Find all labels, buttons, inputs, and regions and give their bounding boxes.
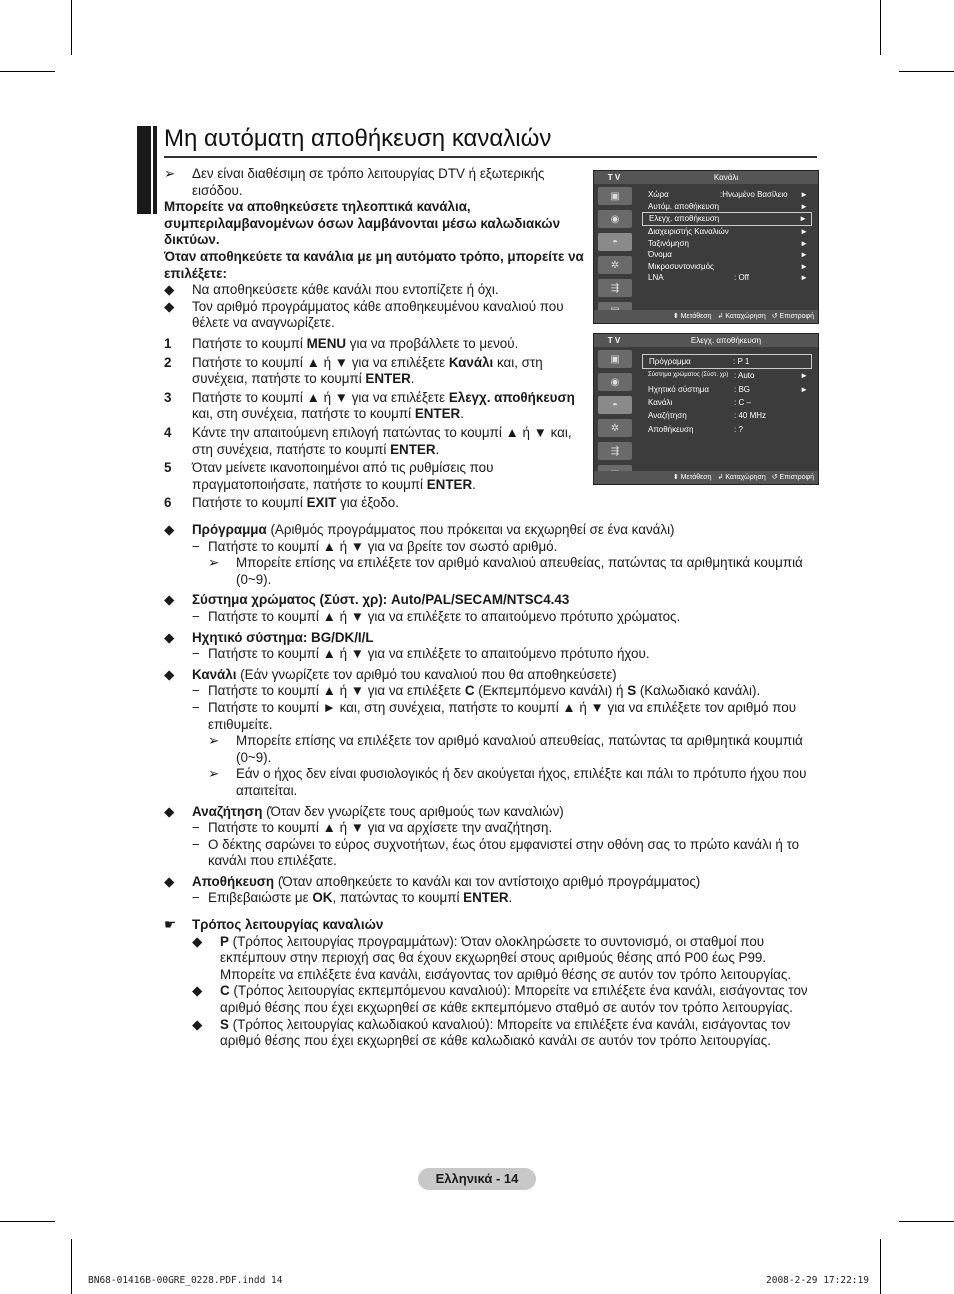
detail-sub: − Επιβεβαιώστε με OK, πατώντας το κουμπί ENTER. bbox=[192, 890, 513, 906]
detail-sub: − Πατήστε το κουμπί ▲ ή ▼ για να επιλέξετε το απαιτούμενο πρότυπο χρώματος. bbox=[192, 608, 681, 624]
crop-mark bbox=[880, 0, 881, 55]
input-icon: ⇶ bbox=[598, 279, 632, 297]
tv-menu-item: Όνομα ► bbox=[648, 250, 808, 260]
diamond-bullet-icon: ◆ bbox=[164, 629, 175, 645]
page-number-badge: Ελληνικά - 14 bbox=[418, 1168, 536, 1190]
modes-heading: ☛ Τρόπος λειτουργίας καναλιών bbox=[164, 917, 384, 933]
dash-marker: − bbox=[192, 608, 200, 624]
step-number: 6 bbox=[164, 495, 172, 511]
move-hint: ⬍ Μετάθεση bbox=[672, 474, 712, 481]
tv-menu-manual-store bbox=[593, 333, 819, 485]
mode-item: ◆ P (Τρόπος λειτουργίας προγραμμάτων): Όταν ολοκληρώσετε το συντονισμό, οι σταθμοί που εκπέμπουν στην περιοχή σας θα έχουν εκχωρηθεί στους αριθμούς θέσης από P00 έως P99. Μπορείτε να επιλέξετε ένα κανάλι, εισάγοντας τον αριθμό θέσης σε αυτόν τον τρόπο λειτουργίας. bbox=[192, 933, 792, 982]
tv-menu-item-selected: Ελεγχ. αποθήκευση ► bbox=[642, 212, 812, 226]
tv-menu-sidebar bbox=[596, 187, 634, 325]
tv-menu-item: Μικροσυντονισμός ► bbox=[648, 261, 808, 271]
move-hint: ⬍ Μετάθεση bbox=[672, 313, 712, 320]
picture-icon: ▣ bbox=[598, 350, 632, 368]
tv-menu-item: Αυτόμ. αποθήκευση ► bbox=[648, 201, 808, 211]
step-item: 5 Όταν μείνετε ικανοποιημένοι από τις ρυθμίσεις που πραγματοποιήσατε, πατήστε το κουμπί ENTER. bbox=[164, 460, 494, 492]
tv-menu-sidebar bbox=[596, 350, 634, 488]
detail-sub: − Πατήστε το κουμπί ▲ ή ▼ για να επιλέξετε C (Εκπεμπόμενο κανάλι) ή S (Καλωδιακό κανάλι). bbox=[192, 683, 761, 699]
page-title: Μη αυτόματη αποθήκευση καναλιών bbox=[164, 125, 552, 152]
step-number: 3 bbox=[164, 389, 172, 405]
title-accent-bar bbox=[137, 126, 151, 214]
diamond-bullet-icon: ◆ bbox=[164, 522, 175, 537]
channel-icon: ◓ bbox=[598, 233, 632, 251]
details-section bbox=[164, 522, 824, 1050]
detail-item: ◆ Πρόγραμμα (Αριθμός προγράμματος που πρόκειται να εκχωρηθεί σε ένα κανάλι) bbox=[164, 522, 675, 537]
dash-marker: − bbox=[192, 683, 200, 699]
date-meta: 2008-2-29 17:22:19 bbox=[766, 1275, 869, 1286]
diamond-bullet-icon: ◆ bbox=[164, 282, 175, 298]
sound-icon: ◉ bbox=[598, 210, 632, 228]
diamond-bullet-icon: ◆ bbox=[192, 933, 203, 949]
detail-item: ◆ Ηχητικό σύστημα: BG/DK/I/L bbox=[164, 629, 374, 645]
dash-marker: − bbox=[192, 538, 200, 554]
arrow-note-icon: ➢ bbox=[208, 766, 220, 782]
tv-menu-item: Αποθήκευση : ? bbox=[648, 424, 743, 434]
pointing-hand-icon: ☛ bbox=[164, 917, 177, 933]
list-item: ◆ Να αποθηκεύσετε κάθε κανάλι που εντοπίζετε ή όχι. bbox=[164, 282, 499, 298]
setup-icon: ✲ bbox=[598, 256, 632, 274]
step-item: 3 Πατήστε το κουμπί ▲ ή ▼ για να επιλέξετε Ελεγχ. αποθήκευση και, στη συνέχεια, πατήστε το κουμπί ENTER. bbox=[164, 389, 575, 422]
arrow-note-icon: ➢ bbox=[164, 166, 176, 181]
intro-bold-2: Όταν αποθηκεύετε τα κανάλια με μη αυτόματο τρόπο, μπορείτε να επιλέξετε: bbox=[164, 248, 584, 281]
tv-menu-item-selected: Πρόγραμμα : P 1 bbox=[642, 354, 812, 369]
dash-marker: − bbox=[192, 699, 200, 715]
step-item: 6 Πατήστε το κουμπί EXIT για έξοδο. bbox=[164, 495, 399, 511]
step-item: 4 Κάντε την απαιτούμενη επιλογή πατώντας το κουμπί ▲ ή ▼ και, στη συνέχεια, πατήστε το κουμπί ENTER. bbox=[164, 424, 572, 457]
arrow-note-icon: ➢ bbox=[208, 733, 220, 749]
input-icon: ⇶ bbox=[598, 442, 632, 460]
title-accent-bar bbox=[153, 126, 157, 214]
mode-item: ◆ C (Τρόπος λειτουργίας εκπεμπόμενου καναλιού): Μπορείτε να επιλέξετε ένα κανάλι, εισάγοντας τον αριθμό θέσης που έχει εκχωρηθεί σε κάθε εκπεμπόμενο σταθμό σε αυτόν τον τρόπο λειτουργίας. bbox=[192, 983, 808, 1016]
detail-note: ➢ Εάν ο ήχος δεν είναι φυσιολογικός ή δεν ακούγεται ήχος, επιλέξτε και πάλι το πρότυπο ήχου που απαιτείται. bbox=[208, 766, 807, 798]
diamond-bullet-icon: ◆ bbox=[192, 1016, 203, 1032]
picture-icon: ▣ bbox=[598, 187, 632, 205]
crop-mark bbox=[880, 1239, 881, 1294]
list-item: ◆ Τον αριθμό προγράμματος κάθε αποθηκευμένου καναλιού που θέλετε να αναγνωρίζετε. bbox=[164, 298, 564, 331]
tv-menu-item: LNA : Off ► bbox=[648, 273, 808, 283]
diamond-bullet-icon: ◆ bbox=[164, 803, 175, 819]
dash-marker: − bbox=[192, 836, 200, 852]
detail-sub: − Ο δέκτης σαρώνει το εύρος συχνοτήτων, έως ότου εμφανιστεί στην οθόνη σας το πρώτο κανάλι ή το κανάλι που επιλέξατε. bbox=[192, 836, 800, 869]
channel-icon: ◓ bbox=[598, 396, 632, 414]
tv-menu-list bbox=[642, 354, 812, 436]
tv-menu-footer bbox=[594, 310, 818, 323]
tv-menu-channel bbox=[593, 170, 819, 324]
mode-item: ◆ S (Τρόπος λειτουργίας καλωδιακού καναλιού): Μπορείτε να επιλέξετε ένα κανάλι, εισάγοντας τον αριθμό θέσης που έχει εκχωρηθεί σε κάθε καλωδιακό κανάλι σε αυτόν τον τρόπο λειτουργίας. bbox=[192, 1016, 791, 1049]
step-number: 2 bbox=[164, 354, 172, 370]
detail-item: ◆ Αναζήτηση (Όταν δεν γνωρίζετε τους αριθμούς των καναλιών) bbox=[164, 803, 564, 819]
return-hint: ↺ Επιστροφή bbox=[771, 474, 814, 481]
tv-menu-item: Ταξινόμηση ► bbox=[648, 238, 808, 248]
crop-mark bbox=[899, 1221, 954, 1222]
diamond-bullet-icon: ◆ bbox=[164, 666, 175, 682]
tv-menu-item: Ηχητικό σύστημα : BG ► bbox=[648, 384, 808, 394]
crop-mark bbox=[0, 1221, 55, 1222]
intro-bold-1: Μπορείτε να αποθηκεύσετε τηλεοπτικά κανάλια, συμπεριλαμβανομένων όσων λαμβάνονται μέσω καλωδιακών δικτύων. bbox=[164, 199, 561, 248]
diamond-bullet-icon: ◆ bbox=[192, 983, 203, 999]
diamond-bullet-icon: ◆ bbox=[164, 873, 175, 889]
step-number: 5 bbox=[164, 460, 172, 476]
dash-marker: − bbox=[192, 646, 200, 662]
tv-menu-item: Χώρα :Ηνωμένο Βασίλειο ► bbox=[648, 190, 808, 200]
detail-item: ◆ Αποθήκευση (Όταν αποθηκεύετε το κανάλι και τον αντίστοιχο αριθμό προγράμματος) bbox=[164, 873, 701, 889]
tv-menu-item: Κανάλι : C – bbox=[648, 397, 751, 407]
tv-menu-footer bbox=[594, 471, 818, 484]
arrow-note-icon: ➢ bbox=[208, 555, 220, 571]
dash-marker: − bbox=[192, 890, 200, 906]
return-hint: ↺ Επιστροφή bbox=[771, 313, 814, 320]
crop-mark bbox=[899, 71, 954, 72]
crop-mark bbox=[0, 71, 55, 72]
sound-icon: ◉ bbox=[598, 373, 632, 391]
dash-marker: − bbox=[192, 820, 200, 836]
step-number: 4 bbox=[164, 424, 172, 440]
intro-column bbox=[164, 166, 590, 512]
tv-menu-header: T V Ελεγχ. αποθήκευση bbox=[594, 334, 818, 347]
title-rule bbox=[164, 156, 817, 158]
diamond-bullet-icon: ◆ bbox=[164, 592, 175, 608]
detail-note: ➢ Μπορείτε επίσης να επιλέξετε τον αριθμό καναλιού απευθείας, πατώντας τα αριθμητικά κουμπιά (0~9). bbox=[208, 555, 803, 587]
detail-item: ◆ Σύστημα χρώματος (Σύστ. χρ): Auto/PAL/SECAM/NTSC4.43 bbox=[164, 592, 570, 608]
diamond-bullet-icon: ◆ bbox=[164, 298, 175, 314]
file-meta: BN68-01416B-00GRE_0228.PDF.indd 14 bbox=[88, 1275, 283, 1286]
tv-menu-item: Σύστημα χρώματος (Σύστ. χρ) : Auto ► bbox=[648, 371, 808, 381]
step-item: 2 Πατήστε το κουμπί ▲ ή ▼ για να επιλέξετε Κανάλι και, στη συνέχεια, πατήστε το κουμπί ENTER. bbox=[164, 354, 543, 387]
step-number: 1 bbox=[164, 335, 172, 351]
enter-hint: ↲ Καταχώρηση bbox=[717, 313, 766, 320]
crop-mark bbox=[71, 0, 72, 55]
step-item: 1 Πατήστε το κουμπί MENU για να προβάλλετε το μενού. bbox=[164, 335, 519, 351]
detail-item: ◆ Κανάλι (Εάν γνωρίζετε τον αριθμό του καναλιού που θα αποθηκεύσετε) bbox=[164, 666, 617, 682]
tv-menu-item: Αναζήτηση : 40 MHz bbox=[648, 411, 767, 421]
enter-hint: ↲ Καταχώρηση bbox=[717, 474, 766, 481]
detail-sub: − Πατήστε το κουμπί ► και, στη συνέχεια, πατήστε το κουμπί ▲ ή ▼ για να επιλέξετε τον αριθμό που επιθυμείτε. bbox=[192, 699, 797, 732]
tv-menu-item: Διαχειριστής Καναλιών ► bbox=[648, 227, 808, 237]
note-text: Δεν είναι διαθέσιμη σε τρόπο λειτουργίας DTV ή εξωτερικής εισόδου. bbox=[192, 166, 545, 198]
tv-menu-list bbox=[642, 189, 812, 284]
setup-icon: ✲ bbox=[598, 419, 632, 437]
detail-sub: − Πατήστε το κουμπί ▲ ή ▼ για να αρχίσετε την αναζήτηση. bbox=[192, 820, 553, 836]
crop-mark bbox=[71, 1239, 72, 1294]
detail-note: ➢ Μπορείτε επίσης να επιλέξετε τον αριθμό καναλιού απευθείας, πατώντας τα αριθμητικά κουμπιά (0~9). bbox=[208, 733, 803, 765]
tv-menu-header: T V Κανάλι bbox=[594, 171, 818, 184]
detail-sub: − Πατήστε το κουμπί ▲ ή ▼ για να βρείτε τον σωστό αριθμό. bbox=[192, 538, 558, 554]
note-item bbox=[164, 166, 590, 199]
detail-sub: − Πατήστε το κουμπί ▲ ή ▼ για να επιλέξετε το απαιτούμενο πρότυπο ήχου. bbox=[192, 646, 650, 662]
